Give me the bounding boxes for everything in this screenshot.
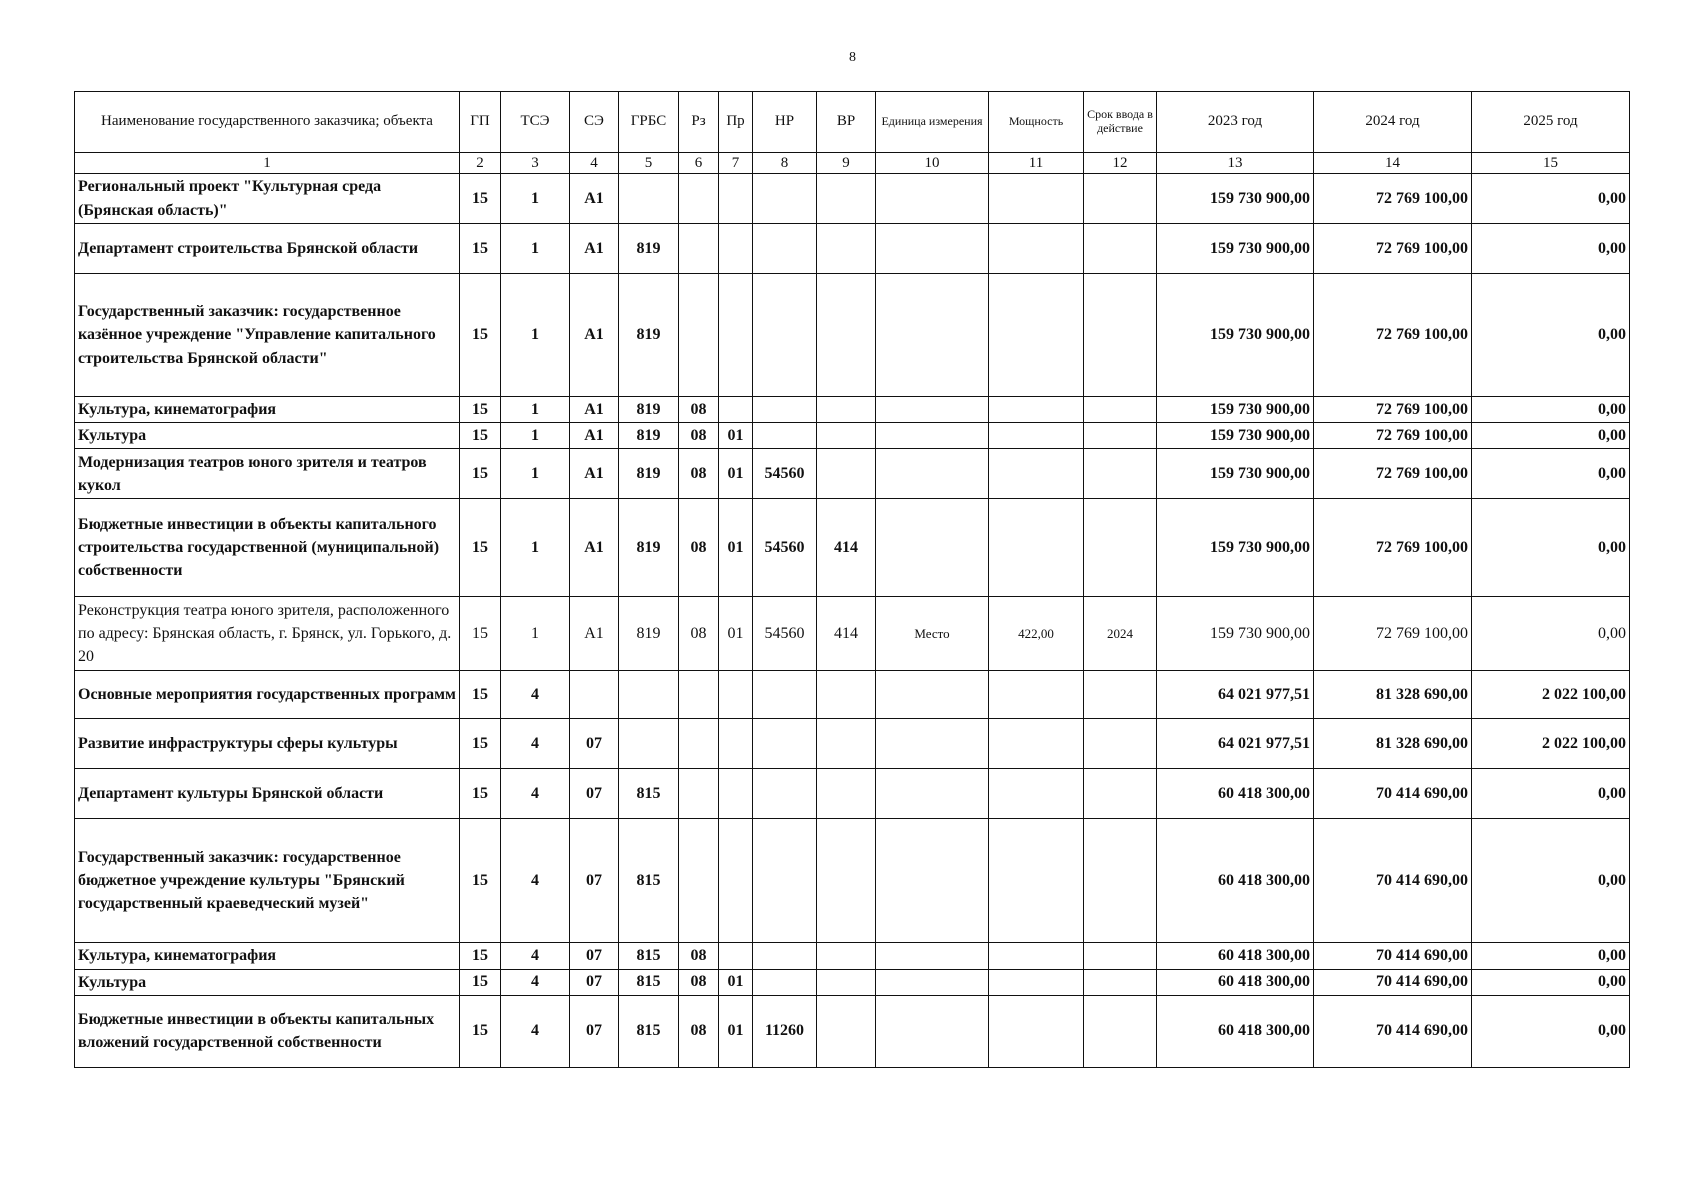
cell-tse: 4 [501, 969, 570, 995]
cell-grbs: 819 [619, 597, 679, 671]
cell-tse: 1 [501, 423, 570, 449]
cell-grbs: 819 [619, 397, 679, 423]
cell-nr [753, 397, 817, 423]
cell-pr [719, 397, 753, 423]
cell-se: А1 [570, 449, 619, 499]
cell-nr [753, 671, 817, 719]
cell-nr [753, 274, 817, 397]
cell-amount-2025: 0,00 [1472, 499, 1630, 597]
cell-name: Региональный проект "Культурная среда (Брянская область)" [75, 174, 460, 224]
column-header-se: СЭ [570, 92, 619, 153]
cell-grbs: 819 [619, 423, 679, 449]
cell-pr: 01 [719, 597, 753, 671]
cell-grbs: 815 [619, 769, 679, 819]
cell-rz: 08 [679, 499, 719, 597]
cell-amount-2025: 2 022 100,00 [1472, 671, 1630, 719]
page-number: 8 [849, 50, 856, 65]
table-row [75, 499, 1630, 597]
cell-amount-2024: 72 769 100,00 [1314, 397, 1472, 423]
cell-pr [719, 274, 753, 397]
column-number: 3 [501, 153, 570, 174]
column-header-gp: ГП [460, 92, 501, 153]
cell-nr [753, 943, 817, 969]
cell-grbs: 819 [619, 499, 679, 597]
cell-se: А1 [570, 499, 619, 597]
cell-gp: 15 [460, 671, 501, 719]
cell-tse: 1 [501, 449, 570, 499]
cell-rz: 08 [679, 597, 719, 671]
cell-grbs [619, 671, 679, 719]
cell-amount-2023: 60 418 300,00 [1157, 995, 1314, 1067]
cell-tse: 4 [501, 995, 570, 1067]
cell-nr: 54560 [753, 597, 817, 671]
cell-amount-2023: 60 418 300,00 [1157, 943, 1314, 969]
column-number: 10 [876, 153, 989, 174]
table-row [75, 769, 1630, 819]
cell-rz: 08 [679, 943, 719, 969]
column-header-pr: Пр [719, 92, 753, 153]
column-header-grbs: ГРБС [619, 92, 679, 153]
cell-tse: 4 [501, 719, 570, 769]
table-row [75, 671, 1630, 719]
cell-amount-2025: 0,00 [1472, 274, 1630, 397]
column-header-capacity: Мощность [989, 92, 1084, 153]
column-number: 13 [1157, 153, 1314, 174]
cell-commissioning [1084, 423, 1157, 449]
cell-rz: 08 [679, 423, 719, 449]
cell-tse: 1 [501, 397, 570, 423]
cell-se: А1 [570, 423, 619, 449]
cell-gp: 15 [460, 274, 501, 397]
cell-capacity [989, 995, 1084, 1067]
cell-rz [679, 719, 719, 769]
cell-commissioning [1084, 819, 1157, 943]
cell-nr [753, 719, 817, 769]
cell-pr: 01 [719, 499, 753, 597]
cell-unit [876, 769, 989, 819]
cell-amount-2023: 60 418 300,00 [1157, 819, 1314, 943]
cell-tse: 4 [501, 769, 570, 819]
cell-unit [876, 719, 989, 769]
cell-capacity [989, 174, 1084, 224]
cell-commissioning [1084, 449, 1157, 499]
cell-nr: 54560 [753, 499, 817, 597]
cell-vr: 414 [817, 597, 876, 671]
cell-gp: 15 [460, 449, 501, 499]
cell-pr [719, 943, 753, 969]
table-row [75, 224, 1630, 274]
cell-pr [719, 671, 753, 719]
column-number: 8 [753, 153, 817, 174]
cell-commissioning [1084, 969, 1157, 995]
cell-nr [753, 224, 817, 274]
cell-amount-2024: 81 328 690,00 [1314, 671, 1472, 719]
cell-nr [753, 174, 817, 224]
cell-amount-2024: 72 769 100,00 [1314, 174, 1472, 224]
cell-pr: 01 [719, 423, 753, 449]
cell-vr [817, 397, 876, 423]
cell-nr [753, 769, 817, 819]
cell-name: Модернизация театров юного зрителя и театров кукол [75, 449, 460, 499]
cell-name: Культура, кинематография [75, 943, 460, 969]
cell-amount-2024: 70 414 690,00 [1314, 969, 1472, 995]
cell-tse: 4 [501, 819, 570, 943]
cell-vr [817, 943, 876, 969]
cell-amount-2025: 0,00 [1472, 769, 1630, 819]
cell-se: 07 [570, 995, 619, 1067]
cell-nr [753, 819, 817, 943]
column-number: 11 [989, 153, 1084, 174]
cell-gp: 15 [460, 995, 501, 1067]
cell-commissioning [1084, 943, 1157, 969]
column-header-2023: 2023 год [1157, 92, 1314, 153]
cell-name: Государственный заказчик: государственное казённое учреждение "Управление капитального строительства Брянской области" [75, 274, 460, 397]
cell-vr [817, 224, 876, 274]
cell-unit [876, 969, 989, 995]
cell-commissioning [1084, 174, 1157, 224]
table-row [75, 423, 1630, 449]
cell-vr [817, 174, 876, 224]
cell-gp: 15 [460, 769, 501, 819]
cell-amount-2024: 72 769 100,00 [1314, 449, 1472, 499]
cell-se: А1 [570, 397, 619, 423]
cell-commissioning [1084, 397, 1157, 423]
cell-amount-2024: 70 414 690,00 [1314, 819, 1472, 943]
cell-unit [876, 449, 989, 499]
column-number: 2 [460, 153, 501, 174]
column-number: 14 [1314, 153, 1472, 174]
cell-capacity [989, 819, 1084, 943]
cell-amount-2025: 0,00 [1472, 449, 1630, 499]
cell-pr [719, 224, 753, 274]
cell-amount-2024: 72 769 100,00 [1314, 274, 1472, 397]
column-number-row [75, 153, 1630, 174]
cell-gp: 15 [460, 943, 501, 969]
cell-amount-2025: 2 022 100,00 [1472, 719, 1630, 769]
cell-name: Департамент строительства Брянской области [75, 224, 460, 274]
cell-name: Культура [75, 423, 460, 449]
table-row [75, 397, 1630, 423]
table-body [75, 174, 1630, 1068]
cell-amount-2024: 72 769 100,00 [1314, 597, 1472, 671]
cell-amount-2024: 70 414 690,00 [1314, 769, 1472, 819]
cell-vr: 414 [817, 499, 876, 597]
cell-unit: Место [876, 597, 989, 671]
cell-amount-2024: 70 414 690,00 [1314, 995, 1472, 1067]
cell-amount-2024: 81 328 690,00 [1314, 719, 1472, 769]
cell-amount-2023: 159 730 900,00 [1157, 449, 1314, 499]
cell-rz: 08 [679, 449, 719, 499]
cell-capacity: 422,00 [989, 597, 1084, 671]
cell-amount-2025: 0,00 [1472, 423, 1630, 449]
cell-capacity [989, 397, 1084, 423]
cell-name: Бюджетные инвестиции в объекты капитального строительства государственной (муниципальной) собственности [75, 499, 460, 597]
cell-unit [876, 224, 989, 274]
cell-vr [817, 449, 876, 499]
cell-amount-2025: 0,00 [1472, 174, 1630, 224]
column-header-tse: ТСЭ [501, 92, 570, 153]
cell-rz [679, 819, 719, 943]
cell-amount-2023: 159 730 900,00 [1157, 174, 1314, 224]
column-number: 9 [817, 153, 876, 174]
cell-grbs: 815 [619, 969, 679, 995]
cell-grbs: 819 [619, 449, 679, 499]
table-row [75, 969, 1630, 995]
cell-rz [679, 274, 719, 397]
cell-vr [817, 671, 876, 719]
cell-tse: 1 [501, 174, 570, 224]
cell-amount-2023: 60 418 300,00 [1157, 969, 1314, 995]
cell-rz [679, 769, 719, 819]
cell-name: Государственный заказчик: государственное бюджетное учреждение культуры "Брянский государственный краеведческий музей" [75, 819, 460, 943]
budget-table [74, 91, 1630, 1068]
cell-vr [817, 995, 876, 1067]
cell-gp: 15 [460, 224, 501, 274]
cell-se: 07 [570, 969, 619, 995]
cell-amount-2023: 60 418 300,00 [1157, 769, 1314, 819]
table-header-row [75, 92, 1630, 153]
cell-grbs: 815 [619, 943, 679, 969]
cell-commissioning [1084, 499, 1157, 597]
cell-amount-2024: 72 769 100,00 [1314, 224, 1472, 274]
cell-se: А1 [570, 224, 619, 274]
cell-capacity [989, 943, 1084, 969]
cell-unit [876, 671, 989, 719]
cell-name: Бюджетные инвестиции в объекты капитальных вложений государственной собственности [75, 995, 460, 1067]
cell-unit [876, 819, 989, 943]
cell-name: Департамент культуры Брянской области [75, 769, 460, 819]
cell-nr: 54560 [753, 449, 817, 499]
cell-amount-2023: 64 021 977,51 [1157, 719, 1314, 769]
column-number: 7 [719, 153, 753, 174]
cell-gp: 15 [460, 174, 501, 224]
column-number: 6 [679, 153, 719, 174]
cell-rz: 08 [679, 995, 719, 1067]
cell-unit [876, 397, 989, 423]
cell-name: Культура, кинематография [75, 397, 460, 423]
cell-gp: 15 [460, 423, 501, 449]
cell-nr: 11260 [753, 995, 817, 1067]
cell-rz [679, 224, 719, 274]
cell-amount-2025: 0,00 [1472, 819, 1630, 943]
cell-se: А1 [570, 597, 619, 671]
table-row [75, 174, 1630, 224]
cell-grbs: 815 [619, 819, 679, 943]
cell-capacity [989, 224, 1084, 274]
cell-amount-2025: 0,00 [1472, 224, 1630, 274]
cell-tse: 1 [501, 499, 570, 597]
column-header-2025: 2025 год [1472, 92, 1630, 153]
cell-vr [817, 769, 876, 819]
cell-commissioning: 2024 [1084, 597, 1157, 671]
cell-tse: 1 [501, 224, 570, 274]
cell-amount-2023: 159 730 900,00 [1157, 397, 1314, 423]
cell-nr [753, 423, 817, 449]
table-row [75, 597, 1630, 671]
cell-gp: 15 [460, 719, 501, 769]
cell-vr [817, 969, 876, 995]
cell-rz: 08 [679, 969, 719, 995]
cell-capacity [989, 969, 1084, 995]
cell-se: 07 [570, 769, 619, 819]
cell-amount-2024: 70 414 690,00 [1314, 943, 1472, 969]
column-header-2024: 2024 год [1314, 92, 1472, 153]
cell-pr [719, 769, 753, 819]
cell-grbs [619, 719, 679, 769]
column-number: 5 [619, 153, 679, 174]
cell-name: Культура [75, 969, 460, 995]
cell-amount-2023: 159 730 900,00 [1157, 423, 1314, 449]
column-header-vr: ВР [817, 92, 876, 153]
cell-commissioning [1084, 671, 1157, 719]
cell-se [570, 671, 619, 719]
cell-se: 07 [570, 719, 619, 769]
cell-amount-2025: 0,00 [1472, 397, 1630, 423]
cell-capacity [989, 671, 1084, 719]
cell-amount-2023: 159 730 900,00 [1157, 224, 1314, 274]
cell-pr: 01 [719, 995, 753, 1067]
cell-unit [876, 174, 989, 224]
cell-grbs [619, 174, 679, 224]
cell-rz [679, 174, 719, 224]
cell-commissioning [1084, 224, 1157, 274]
cell-gp: 15 [460, 969, 501, 995]
cell-amount-2023: 64 021 977,51 [1157, 671, 1314, 719]
table-row [75, 819, 1630, 943]
cell-pr: 01 [719, 969, 753, 995]
cell-capacity [989, 274, 1084, 397]
column-number: 12 [1084, 153, 1157, 174]
cell-gp: 15 [460, 597, 501, 671]
cell-vr [817, 423, 876, 449]
cell-amount-2023: 159 730 900,00 [1157, 499, 1314, 597]
table-row [75, 943, 1630, 969]
cell-tse: 4 [501, 943, 570, 969]
cell-amount-2025: 0,00 [1472, 597, 1630, 671]
cell-vr [817, 719, 876, 769]
cell-commissioning [1084, 274, 1157, 397]
cell-tse: 1 [501, 274, 570, 397]
cell-capacity [989, 423, 1084, 449]
cell-unit [876, 499, 989, 597]
column-header-rz: Рз [679, 92, 719, 153]
cell-name: Развитие инфраструктуры сферы культуры [75, 719, 460, 769]
cell-pr [719, 174, 753, 224]
cell-unit [876, 423, 989, 449]
cell-se: 07 [570, 819, 619, 943]
column-header-unit: Единица измерения [876, 92, 989, 153]
cell-amount-2023: 159 730 900,00 [1157, 597, 1314, 671]
cell-capacity [989, 449, 1084, 499]
table-row [75, 449, 1630, 499]
cell-amount-2024: 72 769 100,00 [1314, 423, 1472, 449]
cell-amount-2025: 0,00 [1472, 995, 1630, 1067]
cell-se: А1 [570, 274, 619, 397]
cell-amount-2023: 159 730 900,00 [1157, 274, 1314, 397]
cell-amount-2025: 0,00 [1472, 943, 1630, 969]
cell-capacity [989, 769, 1084, 819]
table-row [75, 274, 1630, 397]
column-number: 1 [75, 153, 460, 174]
cell-vr [817, 274, 876, 397]
cell-commissioning [1084, 769, 1157, 819]
cell-gp: 15 [460, 819, 501, 943]
cell-capacity [989, 499, 1084, 597]
cell-grbs: 819 [619, 224, 679, 274]
column-header-name: Наименование государственного заказчика; объекта [75, 92, 460, 153]
cell-gp: 15 [460, 499, 501, 597]
cell-se: А1 [570, 174, 619, 224]
cell-rz: 08 [679, 397, 719, 423]
cell-gp: 15 [460, 397, 501, 423]
cell-grbs: 815 [619, 995, 679, 1067]
cell-name: Реконструкция театра юного зрителя, расположенного по адресу: Брянская область, г. Брянск, ул. Горького, д. 20 [75, 597, 460, 671]
cell-amount-2025: 0,00 [1472, 969, 1630, 995]
cell-amount-2024: 72 769 100,00 [1314, 499, 1472, 597]
column-header-nr: НР [753, 92, 817, 153]
cell-tse: 4 [501, 671, 570, 719]
table-row [75, 995, 1630, 1067]
column-number: 4 [570, 153, 619, 174]
cell-pr: 01 [719, 449, 753, 499]
cell-tse: 1 [501, 597, 570, 671]
table-row [75, 719, 1630, 769]
cell-vr [817, 819, 876, 943]
cell-name: Основные мероприятия государственных программ [75, 671, 460, 719]
cell-capacity [989, 719, 1084, 769]
cell-grbs: 819 [619, 274, 679, 397]
cell-commissioning [1084, 995, 1157, 1067]
cell-unit [876, 943, 989, 969]
cell-unit [876, 274, 989, 397]
column-number: 15 [1472, 153, 1630, 174]
cell-se: 07 [570, 943, 619, 969]
column-header-commissioning: Срок ввода в действие [1084, 92, 1157, 153]
cell-commissioning [1084, 719, 1157, 769]
cell-unit [876, 995, 989, 1067]
cell-nr [753, 969, 817, 995]
cell-pr [719, 819, 753, 943]
cell-pr [719, 719, 753, 769]
cell-rz [679, 671, 719, 719]
